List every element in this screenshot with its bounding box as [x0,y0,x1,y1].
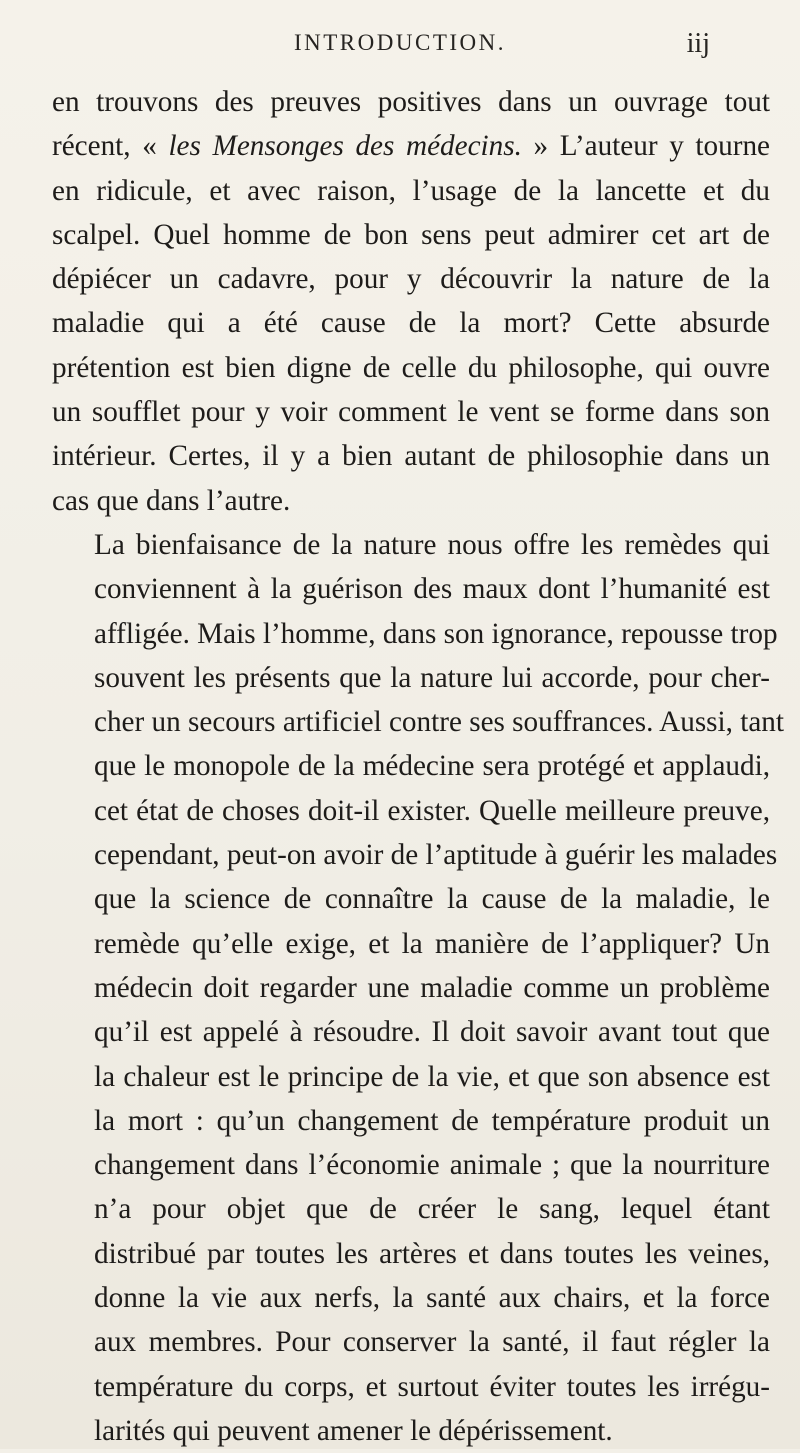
text-line: cher un secours artificiel contre ses souffrances. Aussi, tant [94,706,785,739]
paragraph [52,80,770,523]
text-line: affligée. Mais l’homme, dans son ignorance, repousse trop [94,617,778,650]
text-line: larités qui peuvent amener le dépérissement. [94,1414,613,1447]
running-title: INTRODUCTION. [293,30,506,55]
text-line: conviennent à la guérison des maux dont l’humanité est [94,573,770,606]
text-line: intérieur. Certes, il y a bien autant de philosophie dans un [52,440,770,473]
text-line: aux membres. Pour conserver la santé, il faut régler la [94,1326,770,1359]
text-line: récent, « les Mensonges des médecins. » L’auteur y tourne [52,130,770,163]
text-line: dépiécer un cadavre, pour y découvrir la nature de la [52,263,770,296]
body-text [52,80,785,1453]
page-number: iij [686,28,710,59]
paragraph [52,523,785,1453]
text-line: souvent les présents que la nature lui accorde, pour cher- [94,661,770,694]
text-line: la chaleur est le principe de la vie, et que son absence est [94,1060,770,1093]
text-line: remède qu’elle exige, et la manière de l’appliquer? Un [94,927,770,960]
text-line: distribué par toutes les artères et dans toutes les veines, [94,1237,770,1270]
text-line: en ridicule, et avec raison, l’usage de la lancette et du [52,174,770,207]
text-line: scalpel. Quel homme de bon sens peut admirer cet art de [52,218,770,251]
italic-title: les Mensonges des médecins. [168,130,522,163]
text-line: que le monopole de la médecine sera protégé et applaudi, [94,750,770,783]
text-line: cet état de choses doit-il exister. Quelle meilleure preuve, [94,794,770,827]
text-line: n’a pour objet que de créer le sang, lequel étant [94,1193,770,1226]
text-line: qu’il est appelé à résoudre. Il doit savoir avant tout que [94,1016,770,1049]
text-line: prétention est bien digne de celle du philosophe, qui ouvre [52,351,770,384]
text-line: en trouvons des preuves positives dans un ouvrage tout [52,86,770,118]
running-head [0,26,800,66]
text-line: cas que dans l’autre. [52,484,291,517]
text-line: médecin doit regarder une maladie comme un problème [94,971,770,1004]
text-line: la mort : qu’un changement de température produit un [94,1104,770,1137]
text-line: La bienfaisance de la nature nous offre les remèdes qui [94,528,770,561]
text-line: donne la vie aux nerfs, la santé aux chairs, et la force [94,1282,770,1315]
text-line: maladie qui a été cause de la mort? Cette absurde [52,307,770,340]
text-line: changement dans l’économie animale ; que la nourriture [94,1149,770,1182]
text-line: que la science de connaître la cause de la maladie, le [94,883,770,916]
text-line: un soufflet pour y voir comment le vent se forme dans son [52,396,770,429]
text-line: température du corps, et surtout éviter toutes les irrégu- [94,1370,770,1403]
text-line: cependant, peut-on avoir de l’aptitude à guérir les malades [94,839,778,872]
